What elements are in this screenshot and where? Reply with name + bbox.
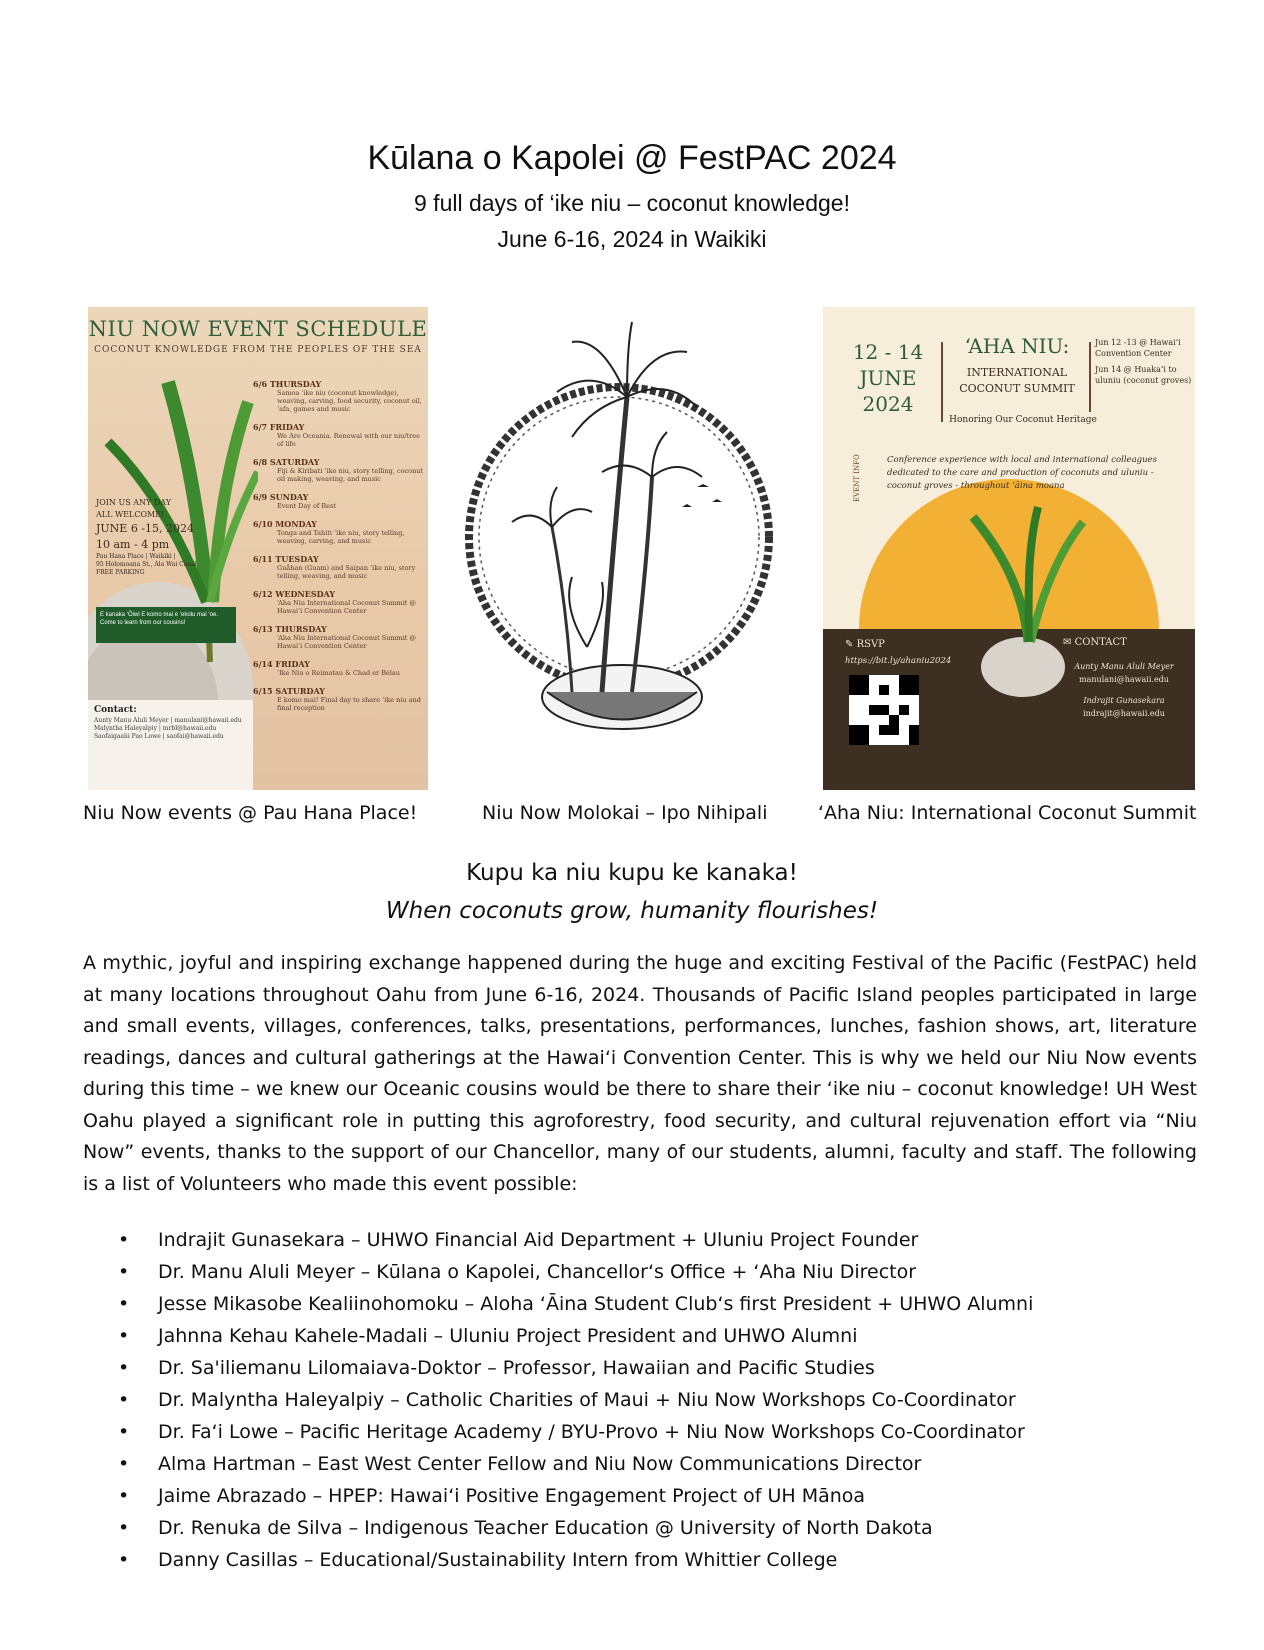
list-item xyxy=(118,1224,1033,1256)
poster1-invite-box: E kanaka ‘Ōiwi E komo mai e ‘ekolu mai ‘oe. Come to learn from our cousins! xyxy=(96,607,236,643)
schedule-desc: ‘Aha Niu International Coconut Summit @ Hawai‘i Convention Center xyxy=(277,599,416,615)
body-paragraph: A mythic, joyful and inspiring exchange happened during the huge and exciting Festival of the Pacific (FestPAC) held at many locations throughout Oahu from June 6-16, 2024. Thousands of Pacific Island peoples participated in large and small events, villages, conferences, talks, presentations, performances, lunches, fashion shows, art, literature readings, dances and cultural gatherings at the Hawai‘i Convention Center. This is why we held our Niu Now events during this time – we knew our Oceanic cousins would be there to share their ‘ike niu – coconut knowledge! UH West Oahu played a significant role in putting this agroforestry, food security, and cultural rejuvenation effort via “Niu Now” events, thanks to the support of our Chancellor, many of our students, alumni, faculty and staff. The following is a list of Volunteers who made this event possible: xyxy=(83,952,1197,1195)
contact-names: Aunty Manu Aluli Meyer manulani@hawaii.edu Indrajit Gunasekara indrajit@hawaii.edu xyxy=(1074,662,1174,718)
schedule-row xyxy=(253,686,425,712)
schedule-day: 6/11 TUESDAY xyxy=(253,554,319,564)
bullet-icon: • xyxy=(118,1389,130,1411)
page-title: Kūlana o Kapolei @ FestPAC 2024 xyxy=(367,139,897,177)
list-item xyxy=(118,1320,1033,1352)
schedule-desc: E komo mai! Final day to share ‘ike niu and final reception xyxy=(277,696,421,712)
list-item xyxy=(118,1352,1033,1384)
summit-title: ‘AHA NIU: xyxy=(964,334,1070,358)
palm-island-drawing xyxy=(452,307,787,790)
bullet-icon: • xyxy=(118,1293,130,1315)
schedule-row xyxy=(253,589,425,615)
bullet-icon: • xyxy=(118,1357,130,1379)
volunteer-name: Jaime Abrazado – HPEP: Hawai‘i Positive Engagement Project of UH Mānoa xyxy=(158,1485,866,1507)
poster1-subtitle: COCONUT KNOWLEDGE FROM THE PEOPLES OF THE SEA xyxy=(94,345,422,355)
schedule-desc: We Are Oceania. Renewal with our niu/tree of life xyxy=(277,432,420,448)
bullet-icon: • xyxy=(118,1517,130,1539)
list-item xyxy=(118,1288,1033,1320)
motto-hawaiian: Kupu ka niu kupu ke kanaka! xyxy=(466,860,798,886)
schedule-row xyxy=(253,379,425,413)
summit-locations: Jun 12 -13 @ Hawai‘i Convention Center Jun 14 @ Huaka‘i to uluniu (coconut groves) xyxy=(1095,338,1192,385)
molokai-palm-illustration xyxy=(452,307,787,790)
schedule-day: 6/9 SUNDAY xyxy=(253,492,309,502)
caption-right: ‘Aha Niu: International Coconut Summit xyxy=(818,802,1197,824)
summit-subtitle: INTERNATIONAL COCONUT SUMMIT xyxy=(959,366,1075,395)
volunteer-list xyxy=(118,1224,1033,1576)
divider xyxy=(1089,342,1091,412)
list-item xyxy=(118,1480,1033,1512)
bullet-icon: • xyxy=(118,1421,130,1443)
schedule-day: 6/10 MONDAY xyxy=(253,519,317,529)
event-info-label: EVENT INFO xyxy=(853,454,861,502)
schedule-desc: Guåhan (Guam) and Saipan ‘ike niu, story telling, weaving, and music xyxy=(277,564,416,580)
poster1-join-info: JOIN US ANY DAY ALL WELCOME! JUNE 6 -15, 2024 10 am - 4 pm Pau Hana Place | Waikiki | 95 Holomoana St., Ala Wai Canal FREE PARKING xyxy=(96,498,197,576)
volunteer-name: Dr. Malyntha Haleyalpiy – Catholic Charities of Maui + Niu Now Workshops Co-Coordinator xyxy=(158,1389,1016,1411)
volunteer-name: Dr. Sa'iliemanu Lilomaiava-Doktor – Professor, Hawaiian and Pacific Studies xyxy=(158,1357,875,1379)
volunteer-name: Indrajit Gunasekara – UHWO Financial Aid Department + Uluniu Project Founder xyxy=(158,1229,919,1251)
list-item xyxy=(118,1544,1033,1576)
schedule-desc: Event Day of Rest xyxy=(277,502,337,510)
schedule-desc: ‘Aha Niu International Coconut Summit @ Hawai‘i Convention Center xyxy=(277,634,416,650)
rsvp-section: ✎ RSVP https://bit.ly/ahaniu2024 xyxy=(845,637,951,669)
schedule-day: 6/8 SATURDAY xyxy=(253,457,320,467)
pencil-icon: ✎ xyxy=(845,639,854,650)
contact-section: ✉ CONTACT xyxy=(1063,637,1127,648)
summit-tagline: Honoring Our Coconut Heritage xyxy=(949,415,1097,425)
caption-left: Niu Now events @ Pau Hana Place! xyxy=(83,802,418,824)
volunteer-name: Dr. Manu Aluli Meyer – Kūlana o Kapolei, Chancellor‘s Office + ‘Aha Niu Director xyxy=(158,1261,917,1283)
poster1-contact: Contact: Aunty Manu Aluli Meyer | manulani@hawaii.edu Malyntha Haleyalpiy | mrbl@hawaii.edu Saofaigaalii Pao Lowe | saofai@hawaii.edu xyxy=(88,700,253,790)
summit-dates: 12 - 14 JUNE 2024 xyxy=(852,340,924,416)
poster1-schedule xyxy=(253,379,425,721)
rsvp-link[interactable]: https://bit.ly/ahaniu2024 xyxy=(845,656,952,666)
schedule-desc: Samoa ‘ike niu (coconut knowledge), weaving, carving, food security, coconut oil, ‘afa, games and music xyxy=(277,389,422,413)
volunteer-name: Dr. Renuka de Silva – Indigenous Teacher Education @ University of North Dakota xyxy=(158,1517,933,1539)
volunteer-name: Jesse Mikasobe Kealiinohomoku – Aloha ‘Āina Student Club‘s first President + UHWO Alumni xyxy=(158,1293,1034,1315)
bullet-icon: • xyxy=(118,1229,130,1251)
bullet-icon: • xyxy=(118,1485,130,1507)
page-subtitle: 9 full days of ‘ike niu – coconut knowledge! xyxy=(414,190,850,216)
schedule-row xyxy=(253,519,425,545)
schedule-day: 6/6 THURSDAY xyxy=(253,379,322,389)
summit-description: Conference experience with local and international colleagues dedicated to the care and production of coconuts and uluniu - coconut groves - throughout ‘āina moana xyxy=(887,455,1157,491)
bullet-icon: • xyxy=(118,1261,130,1283)
divider xyxy=(941,342,943,422)
schedule-desc: ‘Ike Niu o Reimatau & Chad er Belau xyxy=(277,669,400,677)
schedule-day: 6/12 WEDNESDAY xyxy=(253,589,336,599)
volunteer-name: Danny Casillas – Educational/Sustainability Intern from Whittier College xyxy=(158,1549,838,1571)
schedule-row xyxy=(253,492,425,510)
schedule-row xyxy=(253,457,425,483)
list-item xyxy=(118,1416,1033,1448)
page-dates: June 6-16, 2024 in Waikiki xyxy=(497,226,767,252)
volunteer-name: Dr. Fa‘i Lowe – Pacific Heritage Academy / BYU-Provo + Niu Now Workshops Co-Coordinator xyxy=(158,1421,1025,1443)
schedule-day: 6/7 FRIDAY xyxy=(253,422,305,432)
schedule-desc: Tonga and Tahiti ‘ike niu, story telling, weaving, carving, and music xyxy=(277,529,405,545)
list-item xyxy=(118,1448,1033,1480)
bullet-icon: • xyxy=(118,1549,130,1571)
schedule-row xyxy=(253,659,425,677)
schedule-day: 6/15 SATURDAY xyxy=(253,686,325,696)
caption-middle: Niu Now Molokai – Ipo Nihipali xyxy=(482,802,768,824)
motto-english: When coconuts grow, humanity flourishes! xyxy=(385,898,879,924)
bullet-icon: • xyxy=(118,1453,130,1475)
volunteer-name: Alma Hartman – East West Center Fellow and Niu Now Communications Director xyxy=(158,1453,922,1475)
schedule-desc: Fiji & Kiribati ‘ike niu, story telling, coconut oil making, weaving, and music xyxy=(277,467,424,483)
bullet-icon: • xyxy=(118,1325,130,1347)
list-item xyxy=(118,1256,1033,1288)
mail-icon: ✉ xyxy=(1063,637,1072,648)
qr-code xyxy=(849,675,919,745)
list-item xyxy=(118,1512,1033,1544)
schedule-row xyxy=(253,624,425,650)
niu-now-schedule-poster xyxy=(88,307,428,790)
list-item xyxy=(118,1384,1033,1416)
poster1-title: NIU NOW EVENT SCHEDULE xyxy=(88,317,428,341)
schedule-row xyxy=(253,422,425,448)
schedule-day: 6/13 THURSDAY xyxy=(253,624,327,634)
schedule-day: 6/14 FRIDAY xyxy=(253,659,310,669)
aha-niu-summit-poster xyxy=(823,307,1195,790)
schedule-row xyxy=(253,554,425,580)
volunteer-name: Jahnna Kehau Kahele-Madali – Uluniu Project President and UHWO Alumni xyxy=(158,1325,858,1347)
